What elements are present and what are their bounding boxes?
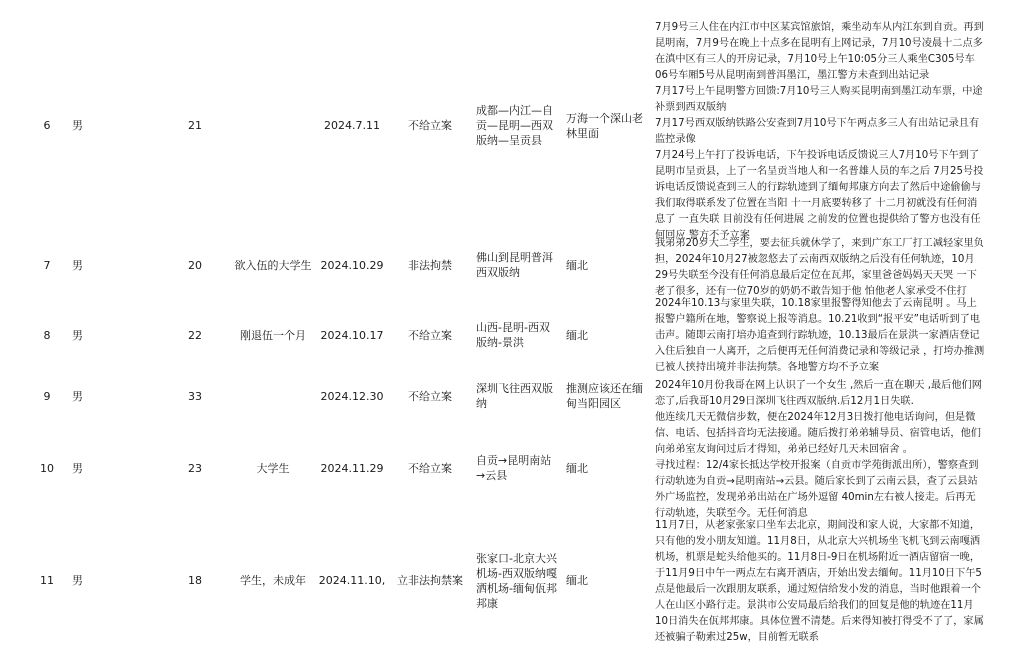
cell-age: 20 xyxy=(188,258,202,272)
cell-gender: 男 xyxy=(72,574,83,587)
cell-location: 缅北 xyxy=(566,461,588,475)
cell-age: 22 xyxy=(188,328,202,342)
cell-number: 7 xyxy=(43,258,51,272)
cell-route: 自贡→昆明南站→云县 xyxy=(476,454,552,482)
cell-age: 33 xyxy=(188,389,202,403)
cell-case-status: 非法拘禁 xyxy=(408,258,452,272)
cell-number: 11 xyxy=(40,574,54,587)
cell-route: 佛山到昆明普洱西双版纳 xyxy=(476,251,553,279)
cell-location: 缅北 xyxy=(566,258,588,272)
cell-status: 刚退伍一个月 xyxy=(240,328,306,342)
cell-location: 缅北 xyxy=(566,574,588,587)
cell-description: 2024年10.13与家里失联，10.18家里报警得知他去了云南昆明 。马上报警户籍所在地，警察说上报等消息。10.21收到“报平安”电话听到了电击声。随即云南打培办追查到行踪轨迹，10.13最后在景洪一家酒店登记入住后独自一人离开，之后便再无任何消费记录和等级记录 ，打垮办推测已被人挟持出境并非法拘禁。各地警方均不予立案 xyxy=(655,298,985,373)
cell-date: 2024.11.10, xyxy=(318,574,386,587)
cell-case-status: 不给立案 xyxy=(408,389,452,403)
cell-date: 2024.11.29 xyxy=(320,461,384,475)
cell-case-status: 立非法拘禁案 xyxy=(397,574,463,587)
cell-status: 欲入伍的大学生 xyxy=(234,258,312,272)
cell-gender: 男 xyxy=(72,328,83,342)
cell-description: 我弟弟20岁大二学生，要去征兵就休学了，来到广东工厂打工减轻家里负担，2024年10月27被忽悠去了云南西双版纳之后没有任何轨迹，10月29号失联至今没有任何消息最后定位在瓦邦，家里爸爸妈妈天天哭 一下老了很多，还有一位70岁的奶奶不敢告知于他 怕他老人家承受不住打 xyxy=(655,238,984,297)
cell-location: 推测应该还在缅甸当阳园区 xyxy=(566,382,643,410)
cell-status xyxy=(232,376,314,416)
table-row xyxy=(0,8,1024,243)
cell-description: 他连续几天无微信步数，便在2024年12月3日拨打他电话询问，但是微信、电话、包括抖音均无法接通。随后拨打弟弟辅导员、宿管电话，他们向弟弟室友询问过后才得知，弟弟已经好几天未回宿舍 。 寻找过程：12/4家长抵达学校开报案（自贡市学苑街派出所），警察查到行动轨迹为自贡→昆明南站→云县。随后家长到了云南云县，查了云县站外广场监控，发现弟弟出站在广场外逗留 40min左右被人接走。后再无行动轨迹，失联至今。无任何消息 xyxy=(655,412,981,519)
cell-route: 成都—内江—自贡—昆明—西双版纳—呈贡县 xyxy=(476,104,553,147)
cell-age: 23 xyxy=(188,461,202,475)
cell-gender: 男 xyxy=(72,389,83,403)
cell-age: 21 xyxy=(188,119,202,132)
cell-age: 18 xyxy=(188,574,202,587)
cell-location: 万海一个深山老林里面 xyxy=(566,111,643,140)
cell-description: 11月7日，从老家张家口坐车去北京，期间没和家人说，大家都不知道，只有他的发小朋友知道。11月8日，从北京大兴机场坐飞机飞到云南嘎洒机场，机票是蛇头给他买的。11月8日-9日在机场附近一酒店留宿一晚，于11月9日中午一两点左右离开酒店，开始出发去缅甸。11月10日下午5点是他最后一次跟朋友联系，通过短信给发小发的消息，当时他跟着一个人在山区小路行走。景洪市公安局最后给我们的回复是他的轨迹在11月10日消失在佤邦邦康。具体位置不清楚。后来得知被打得受不了了，家属还被骗子勒索过25w，目前暂无联系 xyxy=(655,520,984,643)
cell-route: 张家口-北京大兴机场-西双版纳嘎洒机场-缅甸佤邦邦康 xyxy=(476,551,557,610)
cell-gender: 男 xyxy=(72,258,83,272)
cell-number: 10 xyxy=(40,461,54,475)
cell-number: 9 xyxy=(43,389,51,403)
cell-case-status: 不给立案 xyxy=(408,328,452,342)
table-row xyxy=(0,518,1024,643)
cell-case-status: 不给立案 xyxy=(408,119,452,132)
cell-route: 山西-昆明-西双版纳-景洪 xyxy=(476,321,550,349)
cell-status xyxy=(232,8,314,243)
cell-number: 8 xyxy=(43,328,51,342)
cell-case-status: 不给立案 xyxy=(408,461,452,475)
cell-status: 大学生 xyxy=(256,461,290,475)
cell-status: 学生，未成年 xyxy=(240,574,306,587)
cell-description: 2024年10月份我哥在网上认识了一个女生 ,然后一直在聊天 ,最后他们网恋了,后我哥10月29日深圳飞往西双版纳.后12月1日失联. xyxy=(655,380,982,407)
cell-date: 2024.12.30 xyxy=(320,389,384,403)
cell-gender: 男 xyxy=(72,119,83,132)
cell-date: 2024.10.29 xyxy=(320,258,384,272)
cell-location: 缅北 xyxy=(566,328,588,342)
cell-date: 2024.10.17 xyxy=(320,328,384,342)
cell-description: 7月9号三人住在内江市中区某宾馆旅馆，乘坐动车从内江东到自贡。再到昆明南，7月9号在晚上十点多在昆明有上网记录，7月10号凌晨十二点多在滇中区有三人的开房记录，7月10号上午10:05分三人乘坐C305号车06号车厢5号从昆明南到普洱墨江，墨江警方未查到出站记录 7月17号上午昆明警方回馈:7月10号三人购买昆明南到墨江动车票，中途补票到西双版纳 7月17号西双版纳铁路公安查到7月10号下午两点多三人有出站记录且有监控录像 7月24号上午打了投诉电话，下午投诉电话反馈说三人7月10号下午到了昆明市呈贡县，上了一名呈贡当地人和一名普雄人员的车之后 7月25号投诉电话反馈说查到三人的行踪轨迹到了缅甸邦康方向去了然后中途偷偷与我们取得联系发了位置在当阳 十一月底要转移了 十二月初就没有任何消息了 一直失联 目前没有任何进展 之前发的位置也提供给了警方也没有任何回应 警方不予立案 xyxy=(655,22,984,241)
cell-number: 6 xyxy=(43,119,51,132)
cell-route: 深圳飞往西双版纳 xyxy=(476,382,553,410)
table-row xyxy=(0,412,1024,519)
table-row xyxy=(0,236,1024,297)
table-row xyxy=(0,296,1024,374)
cell-gender: 男 xyxy=(72,461,83,475)
cell-date: 2024.7.11 xyxy=(324,119,380,132)
